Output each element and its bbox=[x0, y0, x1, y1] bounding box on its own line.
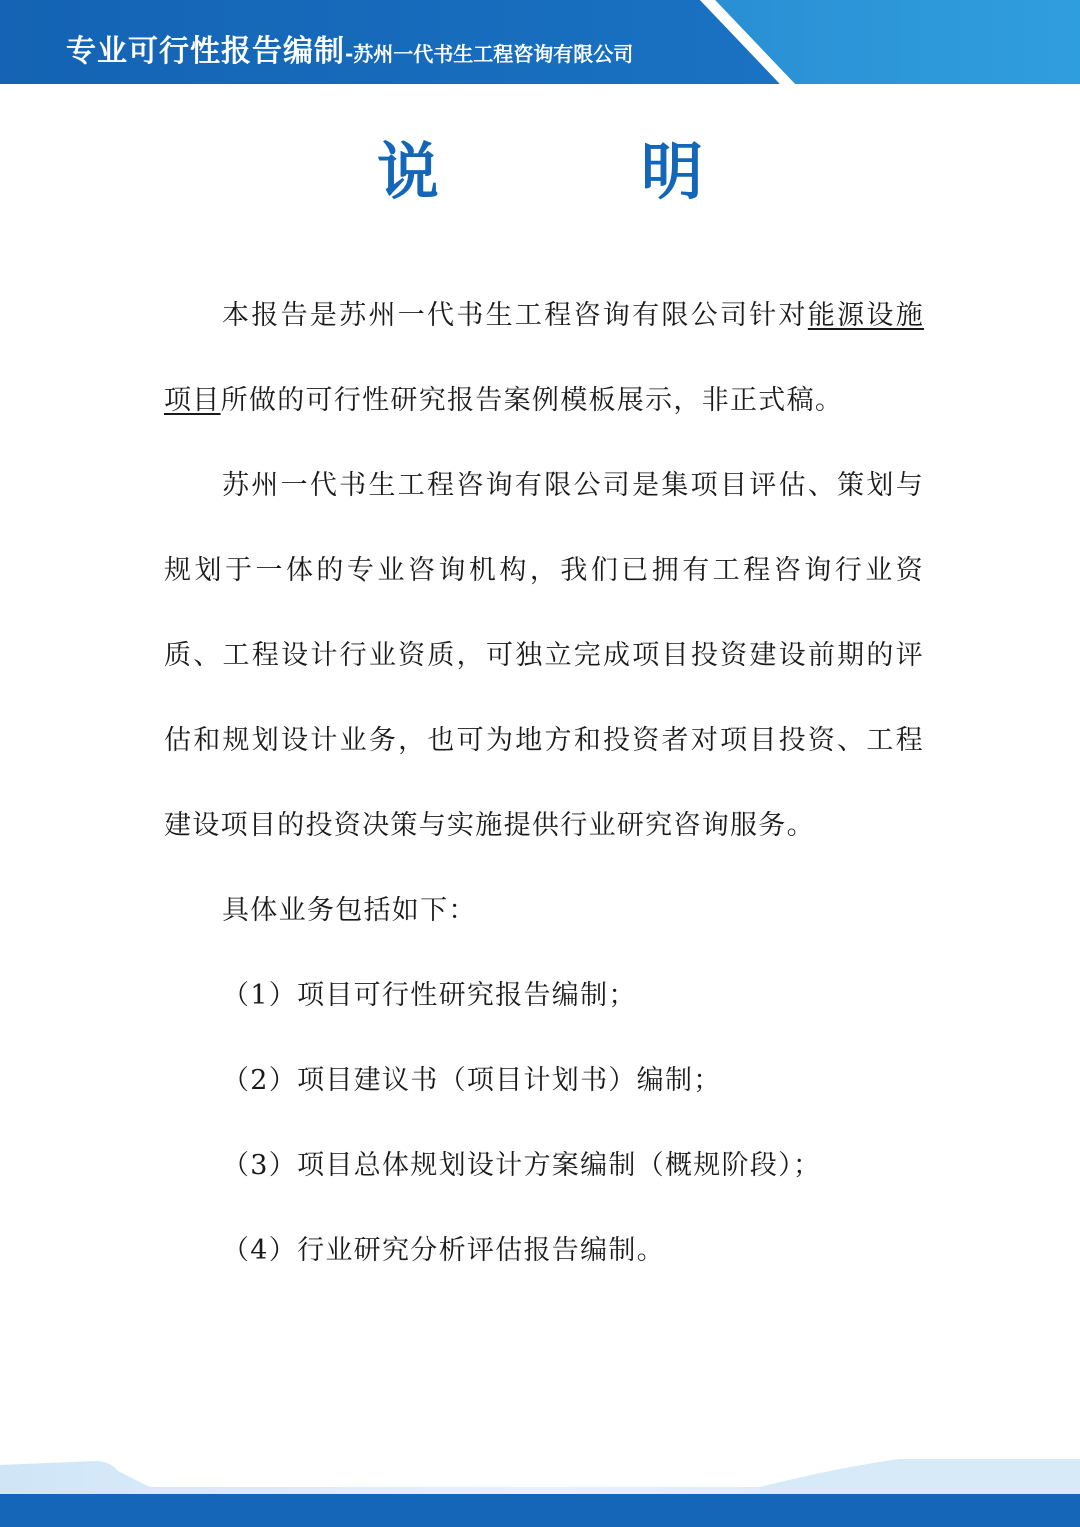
service-list-item: （4）行业研究分析评估报告编制。 bbox=[222, 1235, 665, 1266]
intro-paragraph bbox=[164, 273, 924, 443]
project-name-underlined: 能源设施项目 bbox=[164, 300, 925, 416]
footer-decoration bbox=[0, 1447, 1080, 1527]
header-title-company: -苏州一代书生工程咨询有限公司 bbox=[345, 42, 634, 66]
service-list-item: （3）项目总体规划设计方案编制（概规阶段）； bbox=[222, 1150, 822, 1181]
footer-wave-graphic bbox=[0, 1447, 1080, 1527]
footer-band bbox=[0, 1494, 1080, 1527]
header-banner bbox=[0, 0, 1080, 84]
header-title bbox=[66, 26, 633, 70]
company-description-paragraph: 苏州一代书生工程咨询有限公司是集项目评估、策划与规划于一体的专业咨询机构，我们已拥有工程咨询行业资质、工程设计行业资质，可独立完成项目投资建设前期的评估和规划设计业务，也可为地方和投资者对项目投资、工程建设项目的投资决策与实施提供行业研究咨询服务。 bbox=[164, 470, 924, 841]
service-list-item: （2）项目建议书（项目计划书）编制； bbox=[222, 1065, 722, 1096]
footer-wave-right bbox=[760, 1459, 1080, 1494]
header-title-main: 专业可行性报告编制 bbox=[66, 34, 345, 69]
intro-text-end: 所做的可行性研究报告案例模板展示，非正式稿。 bbox=[220, 385, 844, 416]
service-list-item: （1）项目可行性研究报告编制； bbox=[222, 980, 637, 1011]
document-body bbox=[164, 273, 924, 1293]
page-title: 说 明 bbox=[376, 135, 773, 208]
services-intro-paragraph: 具体业务包括如下： bbox=[222, 895, 477, 926]
intro-text-start: 本报告是苏州一代书生工程咨询有限公司针对 bbox=[222, 300, 808, 331]
